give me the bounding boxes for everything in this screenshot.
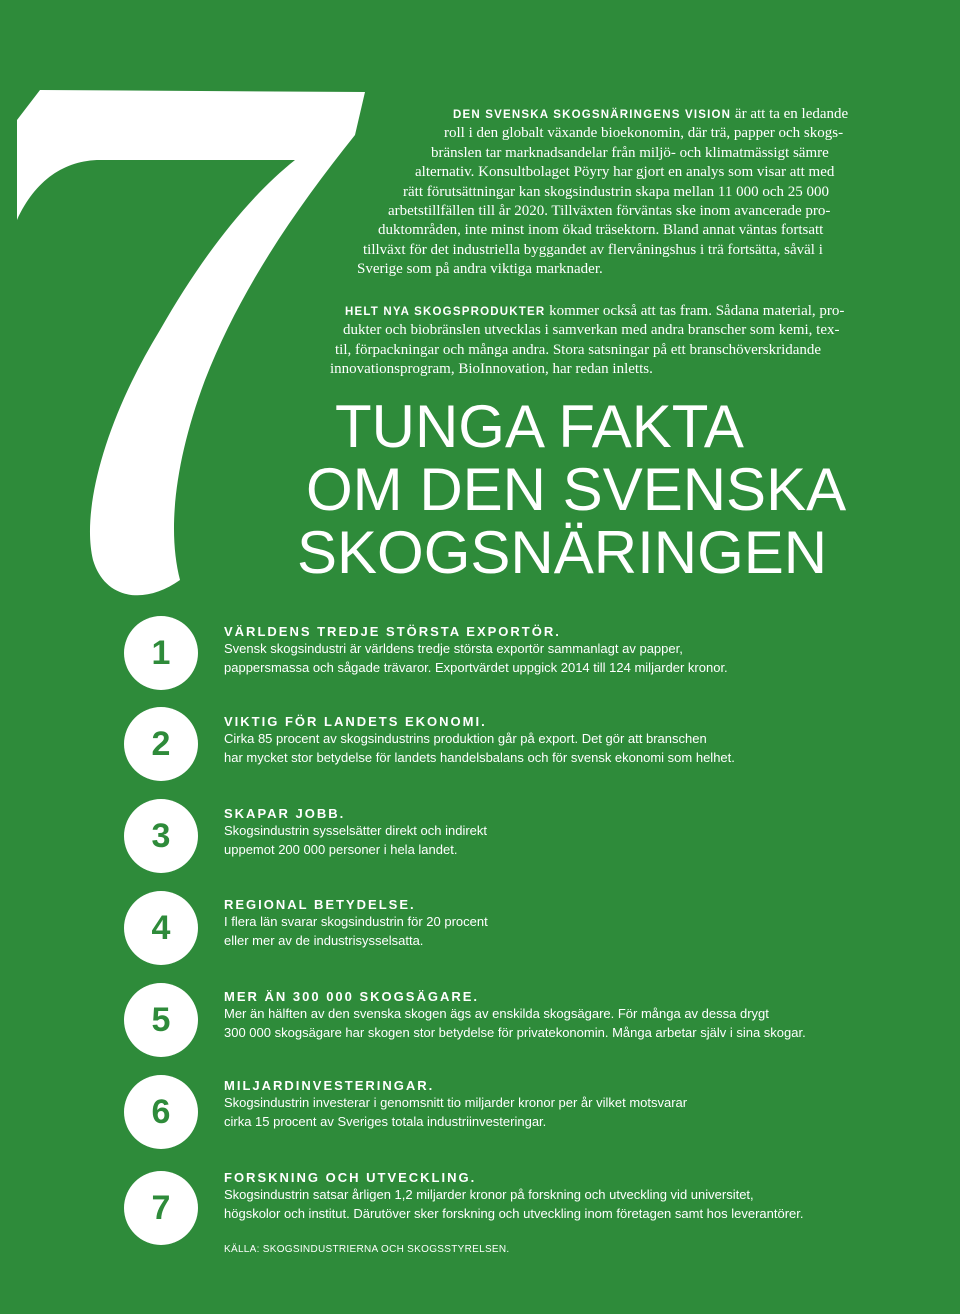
intro-line: tillväxt för det industriella byggandet av flervåningshus i trä fortsätta, såväl i (363, 241, 823, 258)
fact-item (0, 707, 960, 797)
intro-line (453, 105, 848, 125)
fact-title: FORSKNING OCH UTVECKLING. (224, 1170, 477, 1185)
headline-line-3: SKOGSNÄRINGEN (297, 519, 828, 586)
products-lead: HELT NYA SKOGSPRODUKTER (345, 306, 546, 318)
fact-title: VÄRLDENS TREDJE STÖRSTA EXPORTÖR. (224, 624, 561, 639)
fact-number-circle: 3 (124, 799, 198, 873)
fact-number-circle: 5 (124, 983, 198, 1057)
fact-text (224, 730, 735, 767)
fact-text-line: I flera län svarar skogsindustrin för 20 procent (224, 914, 488, 929)
products-line: til, förpackningar och många andra. Stora satsningar på ett branschöverskridande (335, 341, 822, 358)
fact-text-line: 300 000 skogsägare har skogen stor betydelse för privatekonomin. Många arbetar själv i sina skogar. (224, 1024, 806, 1040)
intro-line: arbetstillfällen till år 2020. Tillväxten förväntas ske inom avancerade pro- (388, 203, 831, 219)
fact-number-circle: 2 (124, 707, 198, 781)
fact-text (224, 1186, 804, 1223)
intro-line: alternativ. Konsultbolaget Pöyry har gjort en analys som visar att med (415, 164, 835, 181)
fact-item (0, 1075, 960, 1165)
fact-text-line: Skogsindustrin investerar i genomsnitt tio miljarder kronor per år vilket motsvarar (224, 1095, 688, 1110)
fact-title: SKAPAR JOBB. (224, 806, 346, 821)
fact-item (0, 891, 960, 981)
fact-text-line: Skogsindustrin sysselsätter direkt och indirekt (224, 823, 488, 838)
products-line-text: kommer också att tas fram. Sådana material, pro- (545, 303, 845, 319)
fact-text-line: Mer än hälften av den svenska skogen ägs av enskilda skogsägare. För många av dessa drygt (224, 1006, 769, 1021)
intro-line: Sverige som på andra viktiga marknader. (357, 261, 603, 278)
fact-title: MILJARDINVESTERINGAR. (224, 1078, 435, 1093)
headline-line-1: TUNGA FAKTA (335, 393, 744, 460)
fact-item (0, 983, 960, 1073)
intro-lead: DEN SVENSKA SKOGSNÄRINGENS VISION (453, 109, 732, 121)
intro-line: roll i den globalt växande bioekonomin, där trä, papper och skogs- (444, 125, 844, 142)
fact-text-line: har mycket stor betydelse för landets handelsbalans och för svensk ekonomi som helhet. (224, 749, 735, 765)
intro-line-text: är att ta en ledande (731, 106, 849, 122)
fact-text (224, 1094, 687, 1131)
fact-number-circle: 4 (124, 891, 198, 965)
source-note: KÄLLA: SKOGSINDUSTRIERNA OCH SKOGSSTYRELSEN. (224, 1244, 510, 1255)
headline-line-2: OM DEN SVENSKA (306, 456, 847, 523)
fact-text (224, 913, 488, 950)
fact-title: VIKTIG FÖR LANDETS EKONOMI. (224, 714, 487, 729)
products-line: innovationsprogram, BioInnovation, har redan inletts. (330, 361, 653, 378)
fact-text-line: eller mer av de industrisysselsatta. (224, 932, 424, 948)
intro-line: rätt förutsättningar kan skogsindustrin skapa mellan 11 000 och 25 000 (403, 183, 830, 200)
fact-number-circle: 1 (124, 616, 198, 690)
fact-title: MER ÄN 300 000 SKOGSÄGARE. (224, 989, 480, 1004)
fact-text-line: cirka 15 procent av Sveriges totala industriinvesteringar. (224, 1113, 547, 1129)
fact-text-line: högskolor och institut. Därutöver sker forskning och utveckling inom företagen samt hos leverantörer. (224, 1205, 804, 1221)
intro-line: bränslen tar marknadsandelar från miljö- och klimatmässigt sämre (431, 144, 829, 161)
fact-number-circle: 7 (124, 1171, 198, 1245)
fact-title: REGIONAL BETYDELSE. (224, 897, 416, 912)
fact-text (224, 822, 487, 859)
fact-number-circle: 6 (124, 1075, 198, 1149)
fact-text-line: Cirka 85 procent av skogsindustrins produktion går på export. Det gör att branschen (224, 731, 707, 746)
fact-item (0, 616, 960, 706)
fact-text-line: pappersmassa och sågade trävaror. Exportvärdet uppgick 2014 till 124 miljarder kronor. (224, 659, 728, 675)
fact-text-line: Svensk skogsindustri är världens tredje största exportör sammanlagt av papper, (224, 641, 683, 656)
intro-line: duktområden, inte minst inom ökad träsektorn. Bland annat väntas fortsatt (378, 222, 824, 239)
fact-text-line: uppemot 200 000 personer i hela landet. (224, 841, 458, 857)
products-line: dukter och biobränslen utvecklas i samverkan med andra branscher som kemi, tex- (343, 322, 840, 339)
fact-item (0, 799, 960, 889)
fact-text (224, 1005, 806, 1042)
fact-text (224, 640, 728, 677)
fact-text-line: Skogsindustrin satsar årligen 1,2 miljarder kronor på forskning och utveckling vid universitet, (224, 1187, 754, 1202)
products-line (345, 302, 844, 322)
